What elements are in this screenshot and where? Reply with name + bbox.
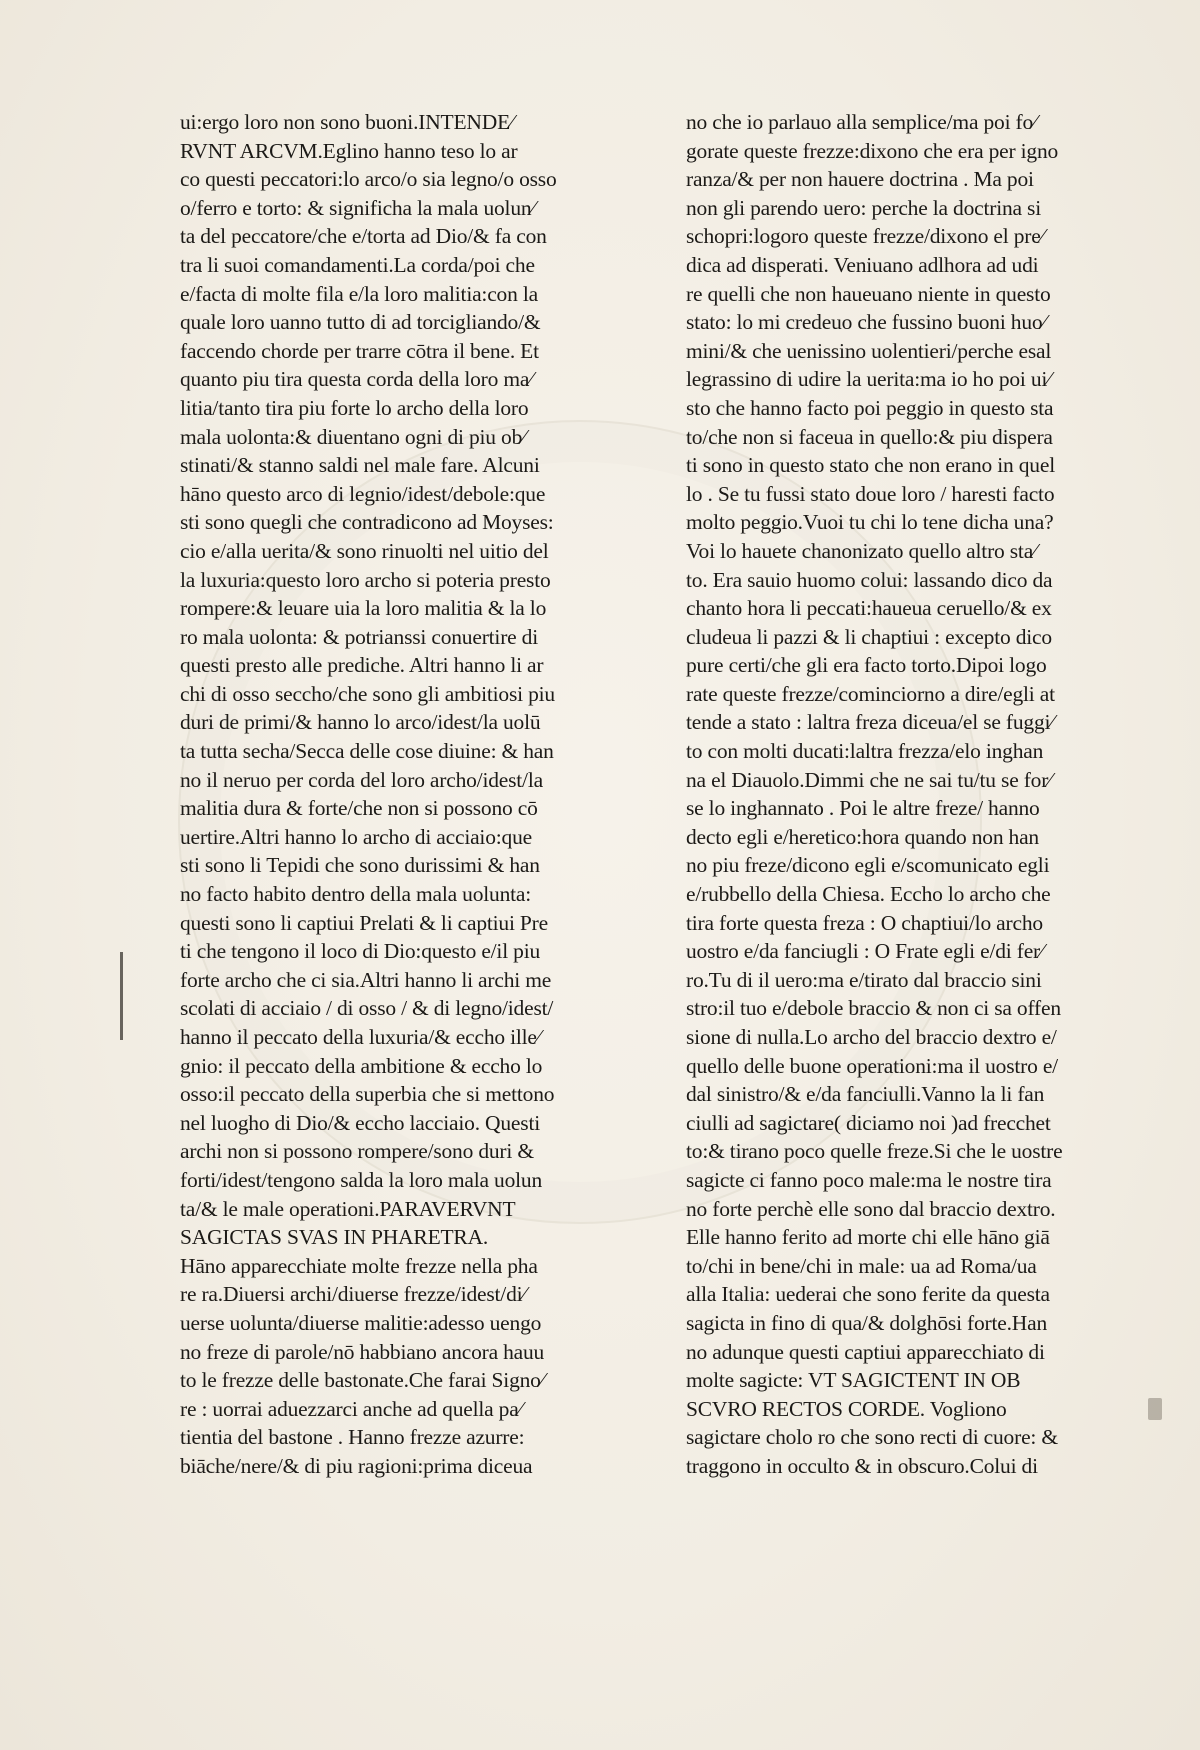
text-line: no adunque questi captiui apparecchiato di [686, 1339, 1045, 1364]
text-line: sto che hanno facto poi peggio in questo sta [686, 395, 1054, 420]
text-line: sti sono quegli che contradicono ad Moyses: [180, 510, 554, 535]
text-line: ui:ergo loro non sono buoni.INTENDE⁄ [180, 110, 514, 134]
text-line: schopri:logoro queste frezze/dixono el pre⁄ [686, 224, 1044, 249]
text-line: molto peggio.Vuoi tu chi lo tene dicha una? [686, 510, 1054, 535]
text-line: co questi peccatori:lo arco/o sia legno/o osso [180, 167, 557, 192]
text-line: o/ferro e torto: & significha la mala uolun⁄ [180, 195, 535, 220]
text-line: ro mala uolonta: & potrianssi conuertire di [180, 624, 539, 649]
text-line: no piu freze/dicono egli e/scomunicato egli [686, 853, 1050, 878]
text-line: cio e/alla uerita/& sono rinuolti nel uitio del [180, 538, 549, 563]
text-line: rompere:& leuare uia la loro malitia & la lo [180, 596, 547, 621]
text-line: alla Italia: uederai che sono ferite da questa [686, 1282, 1050, 1307]
text-line: to/che non si faceua in quello:& piu dispera [686, 424, 1053, 449]
text-line: cludeua li pazzi & li chaptiui : excepto dico [686, 624, 1052, 649]
text-line: ro.Tu di il uero:ma e/tirato dal braccio sini [686, 967, 1042, 992]
text-line: re : uorrai aduezzarci anche ad quella pa⁄ [180, 1396, 522, 1421]
text-line: gorate queste frezze:dixono che era per igno [686, 138, 1059, 163]
text-line: quello delle buone operationi:ma il uostro e/ [686, 1053, 1058, 1078]
text-line: uerse uolunta/diuerse malitie:adesso uengo [180, 1310, 542, 1335]
text-line: duri de primi/& hanno lo arco/idest/la uolū [180, 710, 541, 735]
text-line: to con molti ducati:laltra frezza/elo inghan [686, 739, 1044, 764]
text-line: tira forte questa freza : O chaptiui/lo archo [686, 910, 1043, 935]
text-line: mala uolonta:& diuentano ogni di piu ob⁄ [180, 424, 526, 449]
text-line: non gli parendo uero: perche la doctrina si [686, 195, 1041, 220]
text-line: gnio: il peccato della ambitione & eccho lo [180, 1053, 543, 1078]
text-line: sagicte ci fanno poco male:ma le nostre tira [686, 1167, 1052, 1192]
text-line: chanto hora li peccati:haueua ceruello/& ex [686, 596, 1052, 621]
text-line: stinati/& stanno saldi nel male fare. Alcuni [180, 453, 540, 478]
text-line: sione di nulla.Lo archo del braccio dextro e/ [686, 1025, 1057, 1049]
right-text-column [686, 108, 1152, 1481]
text-line: nel luogho di Dio/& eccho lacciaio. Questi [180, 1110, 540, 1135]
text-line: ta/& le male operationi.PARAVERVNT [180, 1196, 516, 1221]
text-line: rate queste frezze/cominciorno a dire/egli at [686, 681, 1055, 706]
text-line: ta del peccatore/che e/torta ad Dio/& fa con [180, 224, 547, 249]
text-line: sti sono li Tepidi che sono durissimi & han [180, 853, 540, 878]
text-line: archi non si possono rompere/sono duri & [180, 1139, 534, 1164]
text-line: e/rubbello della Chiesa. Eccho lo archo che [686, 882, 1051, 907]
text-line: SAGICTAS SVAS IN PHARETRA. [180, 1225, 489, 1250]
text-line: ti sono in questo stato che non erano in quel [686, 453, 1055, 478]
text-line: se lo inghannato . Poi le altre freze/ hanno [686, 796, 1040, 821]
text-line: Hāno apparecchiate molte frezze nella pha [180, 1253, 538, 1278]
text-line: to:& tirano poco quelle freze.Si che le uostre [686, 1139, 1063, 1164]
text-line: osso:il peccato della superbia che si mettono [180, 1082, 555, 1107]
text-line: faccendo chorde per trarre cōtra il bene. Et [180, 338, 539, 363]
text-line: scolati di acciaio / di osso / & di legno/idest/ [180, 996, 554, 1021]
text-line: sagicta in fino di qua/& dolghōsi forte.Han [686, 1310, 1048, 1335]
text-line: questi presto alle prediche. Altri hanno li ar [180, 653, 544, 678]
text-line: mini/& che uenissino uolentieri/perche esal [686, 338, 1052, 363]
text-line: dica ad disperati. Veniuano adlhora ad udi [686, 252, 1039, 277]
text-line: no che io parlauo alla semplice/ma poi fo⁄ [686, 110, 1037, 134]
text-line: forte archo che ci sia.Altri hanno li archi me [180, 967, 552, 992]
text-line: stro:il tuo e/debole braccio & non ci sa offen [686, 996, 1061, 1021]
text-line: malitia dura & forte/che non si possono cō [180, 796, 538, 821]
text-line: forti/idest/tengono salda la loro mala uolun [180, 1167, 542, 1192]
text-line: tientia del bastone . Hanno frezze azurre: [180, 1425, 525, 1450]
text-line: biāche/nere/& di piu ragioni:prima diceua [180, 1453, 533, 1478]
margin-mark [120, 952, 123, 1040]
text-line: questi sono li captiui Prelati & li captiui Pre [180, 910, 548, 935]
text-line: legrassino di udire la uerita:ma io ho poi ui⁄ [686, 367, 1051, 392]
text-line: tra li suoi comandamenti.La corda/poi che [180, 252, 535, 277]
text-line: lo . Se tu fussi stato doue loro / haresti facto [686, 481, 1055, 506]
text-line: to le frezze delle bastonate.Che farai Signo⁄ [180, 1368, 545, 1393]
text-line: la luxuria:questo loro archo si poteria presto [180, 567, 551, 592]
text-line: Voi lo hauete chanonizato quello altro sta⁄ [686, 538, 1037, 563]
text-line: ciulli ad sagictare( diciamo noi )ad frecchet [686, 1110, 1051, 1135]
text-line: no facto habito dentro della mala uolunta: [180, 882, 532, 907]
text-line: uostro e/da fanciugli : O Frate egli e/di fer⁄ [686, 939, 1044, 964]
text-line: hāno questo arco di legnio/idest/debole:que [180, 481, 546, 506]
text-line: hanno il peccato della luxuria/& eccho ille⁄ [180, 1025, 541, 1049]
text-line: ta tutta secha/Secca delle cose diuine: & han [180, 739, 554, 764]
text-line: decto egli e/heretico:hora quando non han [686, 824, 1039, 849]
text-line: no freze di parole/nō habbiano ancora hauu [180, 1339, 545, 1364]
text-line: SCVRO RECTOS CORDE. Vogliono [686, 1396, 1007, 1421]
text-line: dal sinistro/& e/da fanciulli.Vanno la li fan [686, 1082, 1045, 1107]
text-line: traggono in occulto & in obscuro.Colui di [686, 1453, 1038, 1478]
text-line: molte sagicte: VT SAGICTENT IN OB [686, 1368, 1021, 1393]
text-line: ranza/& per non hauere doctrina . Ma poi [686, 167, 1034, 192]
text-line: no il neruo per corda del loro archo/idest/la [180, 767, 543, 792]
text-line: stato: lo mi credeuo che fussino buoni huo⁄ [686, 310, 1046, 335]
text-line: re quelli che non haueuano niente in questo [686, 281, 1051, 306]
text-line: no forte perchè elle sono dal braccio dextro. [686, 1196, 1056, 1221]
text-line: tende a stato : laltra freza diceua/el se fuggi⁄ [686, 710, 1054, 735]
text-line: chi di osso seccho/che sono gli ambitiosi piu [180, 681, 555, 706]
text-line: quanto piu tira questa corda della loro ma⁄ [180, 367, 533, 392]
text-line: sagictare cholo ro che sono recti di cuore: & [686, 1425, 1058, 1450]
text-line: uertire.Altri hanno lo archo di acciaio:que [180, 824, 532, 849]
text-line: re ra.Diuersi archi/diuerse frezze/idest/di⁄ [180, 1282, 526, 1307]
text-line: na el Diauolo.Dimmi che ne sai tu/tu se for⁄ [686, 767, 1052, 792]
text-line: to. Era sauio huomo colui: lassando dico da [686, 567, 1053, 592]
text-line: pure certi/che gli era facto torto.Dipoi logo [686, 653, 1047, 678]
text-line: litia/tanto tira piu forte lo archo della loro [180, 395, 529, 420]
text-line: Elle hanno ferito ad morte chi elle hāno giā [686, 1225, 1050, 1250]
text-line: quale loro uanno tutto di ad torcigliando/& [180, 310, 541, 335]
text-line: RVNT ARCVM.Eglino hanno teso lo ar [180, 138, 518, 163]
text-line: to/chi in bene/chi in male: ua ad Roma/ua [686, 1253, 1037, 1278]
text-line: ti che tengono il loco di Dio:questo e/il piu [180, 939, 541, 964]
text-line: e/facta di molte fila e/la loro malitia:con la [180, 281, 538, 306]
left-text-column [180, 108, 646, 1481]
